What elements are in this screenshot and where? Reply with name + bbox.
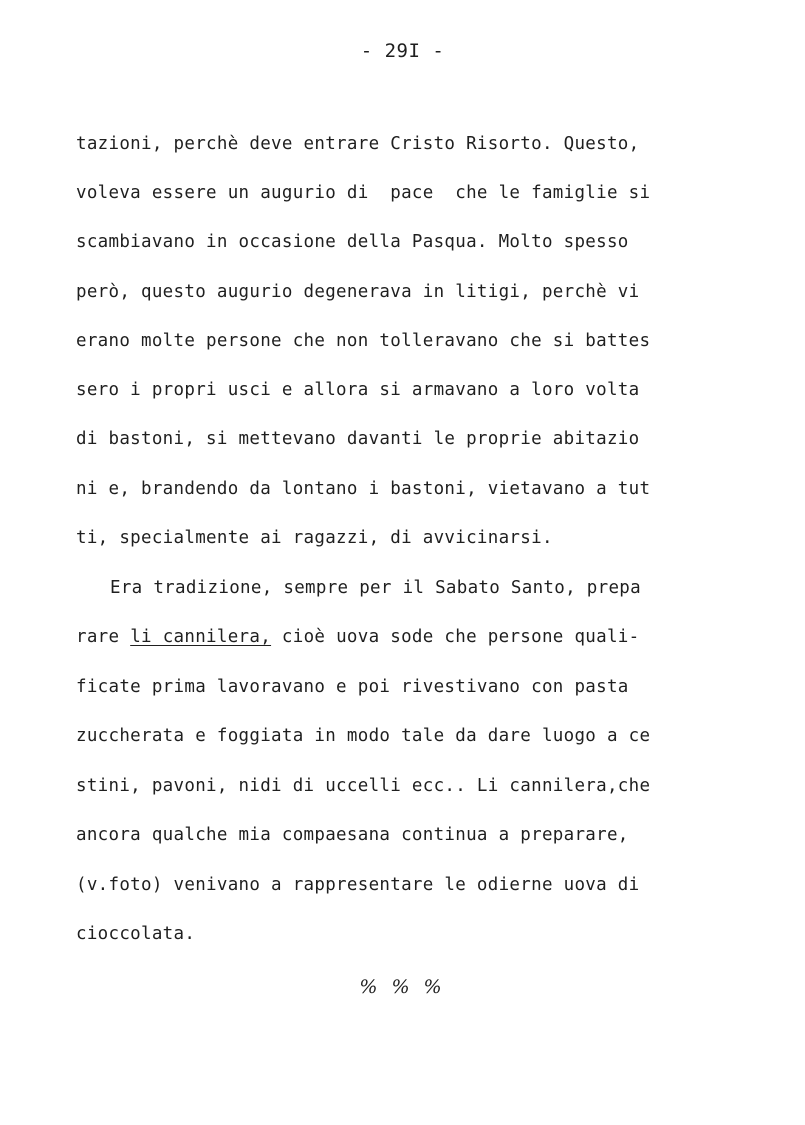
paragraph-first-line: Era tradizione, sempre per il Sabato Santo, prepa [110, 578, 641, 598]
text-line: tazioni, perchè deve entrare Cristo Risorto. Questo, [76, 134, 640, 154]
text-line: ficate prima lavoravano e poi rivestivano con pasta [76, 677, 629, 697]
underlined-term: li cannilera, [130, 627, 272, 647]
text-line: (v.foto) venivano a rappresentare le odierne uova di [76, 875, 640, 895]
text-line: cioccolata. [76, 924, 196, 944]
text-line: erano molte persone che non tolleravano che si battes [76, 331, 651, 351]
text-line: sero i propri usci e allora si armavano a loro volta [76, 380, 640, 400]
text-line: di bastoni, si mettevano davanti le proprie abitazio [76, 429, 640, 449]
section-ornament: % % % [359, 976, 446, 998]
text-line [76, 626, 639, 648]
text-line: scambiavano in occasione della Pasqua. Molto spesso [76, 232, 629, 252]
text-line: stini, pavoni, nidi di uccelli ecc.. Li cannilera,che [76, 776, 651, 796]
text-fragment: rare [76, 627, 131, 647]
text-line: ti, specialmente ai ragazzi, di avvicinarsi. [76, 528, 553, 548]
text-line: ni e, brandendo da lontano i bastoni, vietavano a tut [76, 479, 651, 499]
text-line: voleva essere un augurio di pace che le famiglie si [76, 183, 651, 203]
text-fragment: cioè uova sode che persone quali- [271, 627, 640, 647]
page-number: - 29I - [360, 40, 445, 62]
text-line: zuccherata e foggiata in modo tale da dare luogo a ce [76, 726, 651, 746]
text-line: ancora qualche mia compaesana continua a preparare, [76, 825, 629, 845]
text-line: però, questo augurio degenerava in litigi, perchè vi [76, 282, 640, 302]
